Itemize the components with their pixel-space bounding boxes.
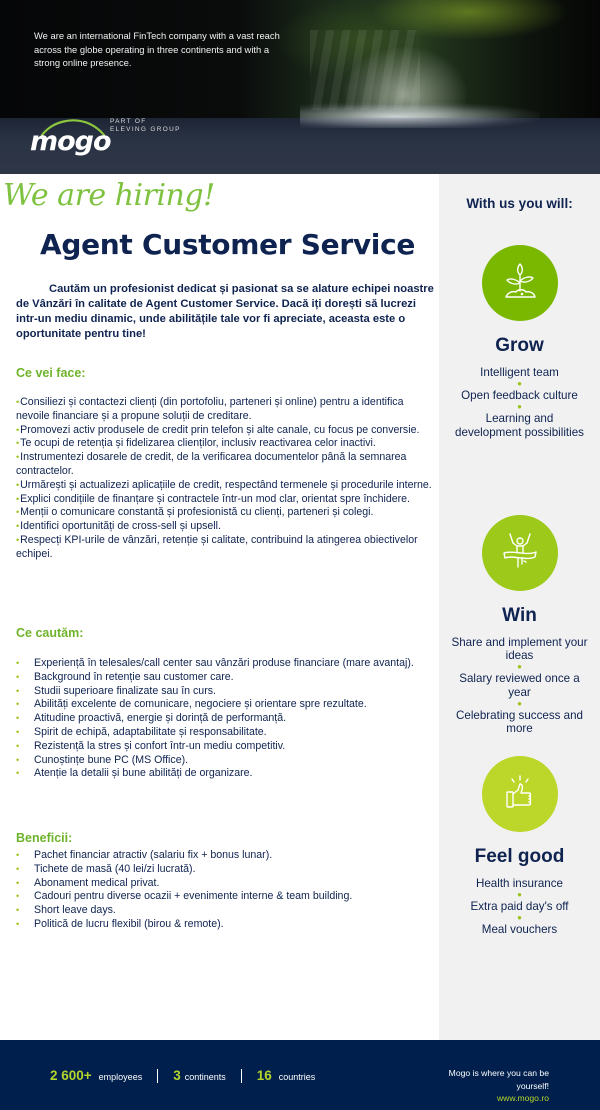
list-item: • Spirit de echipă, adaptabilitate și responsabilitate. bbox=[16, 725, 267, 738]
hero-light-rays bbox=[310, 30, 420, 110]
benefits-title: Beneficii: bbox=[16, 831, 73, 845]
list-item: • Pachet financiar atractiv (salariu fix + bonus lunar). bbox=[16, 849, 273, 861]
dot-separator-icon: ● bbox=[517, 913, 522, 923]
list-item: • Politică de lucru flexibil (birou & remote). bbox=[16, 917, 224, 930]
perk-feel-good bbox=[439, 756, 600, 937]
bullet-icon: • bbox=[16, 863, 20, 874]
perk-item: Meal vouchers bbox=[481, 923, 558, 937]
bullet-icon: • bbox=[16, 534, 20, 545]
list-item: • Atenție la detalii și bune abilități de organizare. bbox=[16, 767, 253, 780]
bullet-icon: • bbox=[16, 479, 20, 490]
mogo-logo[interactable] bbox=[30, 118, 210, 158]
sprout-icon bbox=[482, 245, 558, 321]
dot-separator-icon: ● bbox=[517, 698, 522, 708]
requirements-title: Ce cautăm: bbox=[16, 626, 84, 640]
stat-countries-value: 16 bbox=[256, 1068, 272, 1083]
list-item: •Promovezi activ produsele de credit prin telefon și alte canale, cu focus pe conversie. bbox=[16, 423, 420, 436]
responsibilities-title: Ce vei face: bbox=[16, 366, 86, 380]
dot-separator-icon: ● bbox=[517, 402, 522, 412]
perk-item: Share and implement your ideas bbox=[451, 636, 588, 663]
footer bbox=[0, 1040, 600, 1110]
dot-separator-icon: ● bbox=[517, 662, 522, 672]
list-item: • Experiență în telesales/call center sau vânzări produse financiare (mare avantaj). bbox=[16, 657, 414, 669]
bullet-icon: • bbox=[16, 754, 20, 765]
bullet-icon: • bbox=[16, 424, 20, 435]
list-item: • Short leave days. bbox=[16, 904, 116, 917]
perk-title: Feel good bbox=[474, 846, 565, 867]
bullet-icon: • bbox=[16, 521, 20, 532]
responsibilities-list bbox=[16, 396, 434, 562]
bullet-icon: • bbox=[16, 891, 20, 902]
job-intro: Cautăm un profesionist dedicat și pasionat sa se alature echipei noastre de Vânzări în calitate de Agent Customer Service. Dacă iți dorești să lucrezi intr-un mediu dinamic, unde abilitățile tale vor fi apreciate, aceasta este o oportunitate pentru tine! bbox=[16, 283, 434, 340]
perk-title: Win bbox=[502, 605, 537, 626]
stat-employees-label: employees bbox=[98, 1072, 143, 1082]
list-item: • Abonament medical privat. bbox=[16, 876, 160, 889]
bullet-icon: • bbox=[16, 685, 20, 696]
bullet-icon: • bbox=[16, 905, 20, 916]
stat-continents-label: continents bbox=[184, 1072, 226, 1082]
perk-title: Grow bbox=[495, 335, 544, 356]
bullet-icon: • bbox=[16, 768, 20, 779]
list-item: • Rezistență la stres și confort într-un mediu competitiv. bbox=[16, 739, 286, 752]
bullet-icon: • bbox=[16, 671, 20, 682]
bullet-icon: • bbox=[16, 713, 20, 724]
footer-slogan-block bbox=[420, 1067, 549, 1105]
logo-sub-line-1: PART OF bbox=[110, 118, 147, 125]
footer-slogan: Mogo is where you can be yourself! bbox=[448, 1068, 549, 1091]
finish-line-runner-icon bbox=[482, 515, 558, 591]
perk-item: Learning and development possibilities bbox=[455, 412, 584, 439]
perk-items bbox=[439, 636, 600, 735]
bullet-icon: • bbox=[16, 507, 20, 518]
list-item: •Menții o comunicare constantă și profesionistă cu clienți, parteneri și colegi. bbox=[16, 506, 374, 519]
bullet-icon: • bbox=[16, 658, 20, 668]
dot-separator-icon: ● bbox=[517, 379, 522, 389]
hero-road-highlight bbox=[300, 102, 540, 128]
bullet-icon: • bbox=[16, 918, 20, 929]
bullet-icon: • bbox=[16, 699, 20, 710]
perk-item: Health insurance bbox=[475, 877, 563, 890]
hero-banner bbox=[0, 0, 600, 174]
list-item: •Te ocupi de retenția și fidelizarea clienților, inclusiv reactivarea celor inactivi. bbox=[16, 437, 376, 450]
list-item: •Respecți KPI-urile de vânzări, retenție și calitate, contribuind la atingerea obiectivelor echipei. bbox=[16, 533, 418, 560]
perk-item: Intelligent team bbox=[480, 366, 559, 379]
list-item: •Instrumentezi dosarele de credit, de la verificarea documentelor până la semnarea contractelor. bbox=[16, 451, 407, 477]
bullet-icon: • bbox=[16, 740, 20, 751]
dot-separator-icon: ● bbox=[517, 890, 522, 900]
perk-item: Open feedback culture bbox=[461, 389, 578, 403]
list-item: •Explici condițiile de finanțare și contractele într-un mod clar, orientat spre închidere. bbox=[16, 492, 410, 505]
company-stats bbox=[50, 1068, 315, 1083]
bullet-icon: • bbox=[16, 397, 20, 407]
logo-sub-line-2: ELEVING GROUP bbox=[110, 126, 181, 133]
bullet-icon: • bbox=[16, 726, 20, 737]
perk-item: Extra paid day's off bbox=[470, 900, 569, 914]
list-item: • Background în retenție sau customer care. bbox=[16, 670, 234, 683]
perk-item: Celebrating success and more bbox=[456, 708, 583, 736]
requirements-list bbox=[16, 657, 434, 781]
job-title: Agent Customer Service bbox=[40, 228, 416, 261]
bullet-icon: • bbox=[16, 438, 20, 449]
list-item: •Consiliezi și contactezi clienți (din portofoliu, parteneri și online) pentru a identifica nevoile financiare și a propune soluții de creditare. bbox=[16, 396, 404, 422]
list-item: • Atitudine proactivă, energie și dorință de performanță. bbox=[16, 712, 287, 725]
hiring-banner: We are hiring! bbox=[3, 178, 215, 213]
stat-countries-label: countries bbox=[278, 1072, 316, 1082]
benefits-list bbox=[16, 849, 434, 932]
bullet-icon: • bbox=[16, 493, 20, 504]
bullet-icon: • bbox=[16, 452, 20, 463]
bullet-icon: • bbox=[16, 877, 20, 888]
list-item: • Studii superioare finalizate sau în curs. bbox=[16, 684, 216, 697]
perk-items bbox=[439, 877, 600, 937]
divider bbox=[241, 1069, 242, 1083]
company-tagline: We are an international FinTech company with a vast reach across the globe operating in three continents and with a strong online presence. bbox=[34, 30, 280, 68]
list-item: • Tichete de masă (40 lei/zi lucrată). bbox=[16, 862, 196, 875]
logo-wordmark: mogo bbox=[30, 126, 111, 157]
bullet-icon: • bbox=[16, 850, 20, 860]
list-item: •Identifici oportunități de cross-sell și upsell. bbox=[16, 520, 221, 533]
job-description-column bbox=[0, 174, 439, 1040]
website-link[interactable]: www.mogo.ro bbox=[496, 1093, 549, 1103]
list-item: • Abilități excelente de comunicare, negociere și orientare spre rezultate. bbox=[16, 698, 367, 711]
thumbs-up-icon bbox=[482, 756, 558, 832]
perk-win bbox=[439, 515, 600, 735]
perk-grow bbox=[439, 245, 600, 439]
perks-title: With us you will: bbox=[466, 196, 573, 211]
stat-employees-value: 2 600+ bbox=[50, 1068, 92, 1083]
perk-items bbox=[439, 366, 600, 439]
list-item: • Cunoștințe bune PC (MS Office). bbox=[16, 753, 189, 766]
divider bbox=[157, 1069, 158, 1083]
logo-subtitle bbox=[110, 118, 181, 134]
list-item: • Cadouri pentru diverse ocazii + evenimente interne & team building. bbox=[16, 890, 353, 903]
perk-item: Salary reviewed once a year bbox=[459, 672, 580, 699]
list-item: •Urmărești și actualizezi aplicațiile de credit, respectând termenele și procedurile interne. bbox=[16, 478, 432, 491]
perks-sidebar bbox=[439, 174, 600, 1040]
stat-continents-value: 3 bbox=[173, 1068, 181, 1083]
